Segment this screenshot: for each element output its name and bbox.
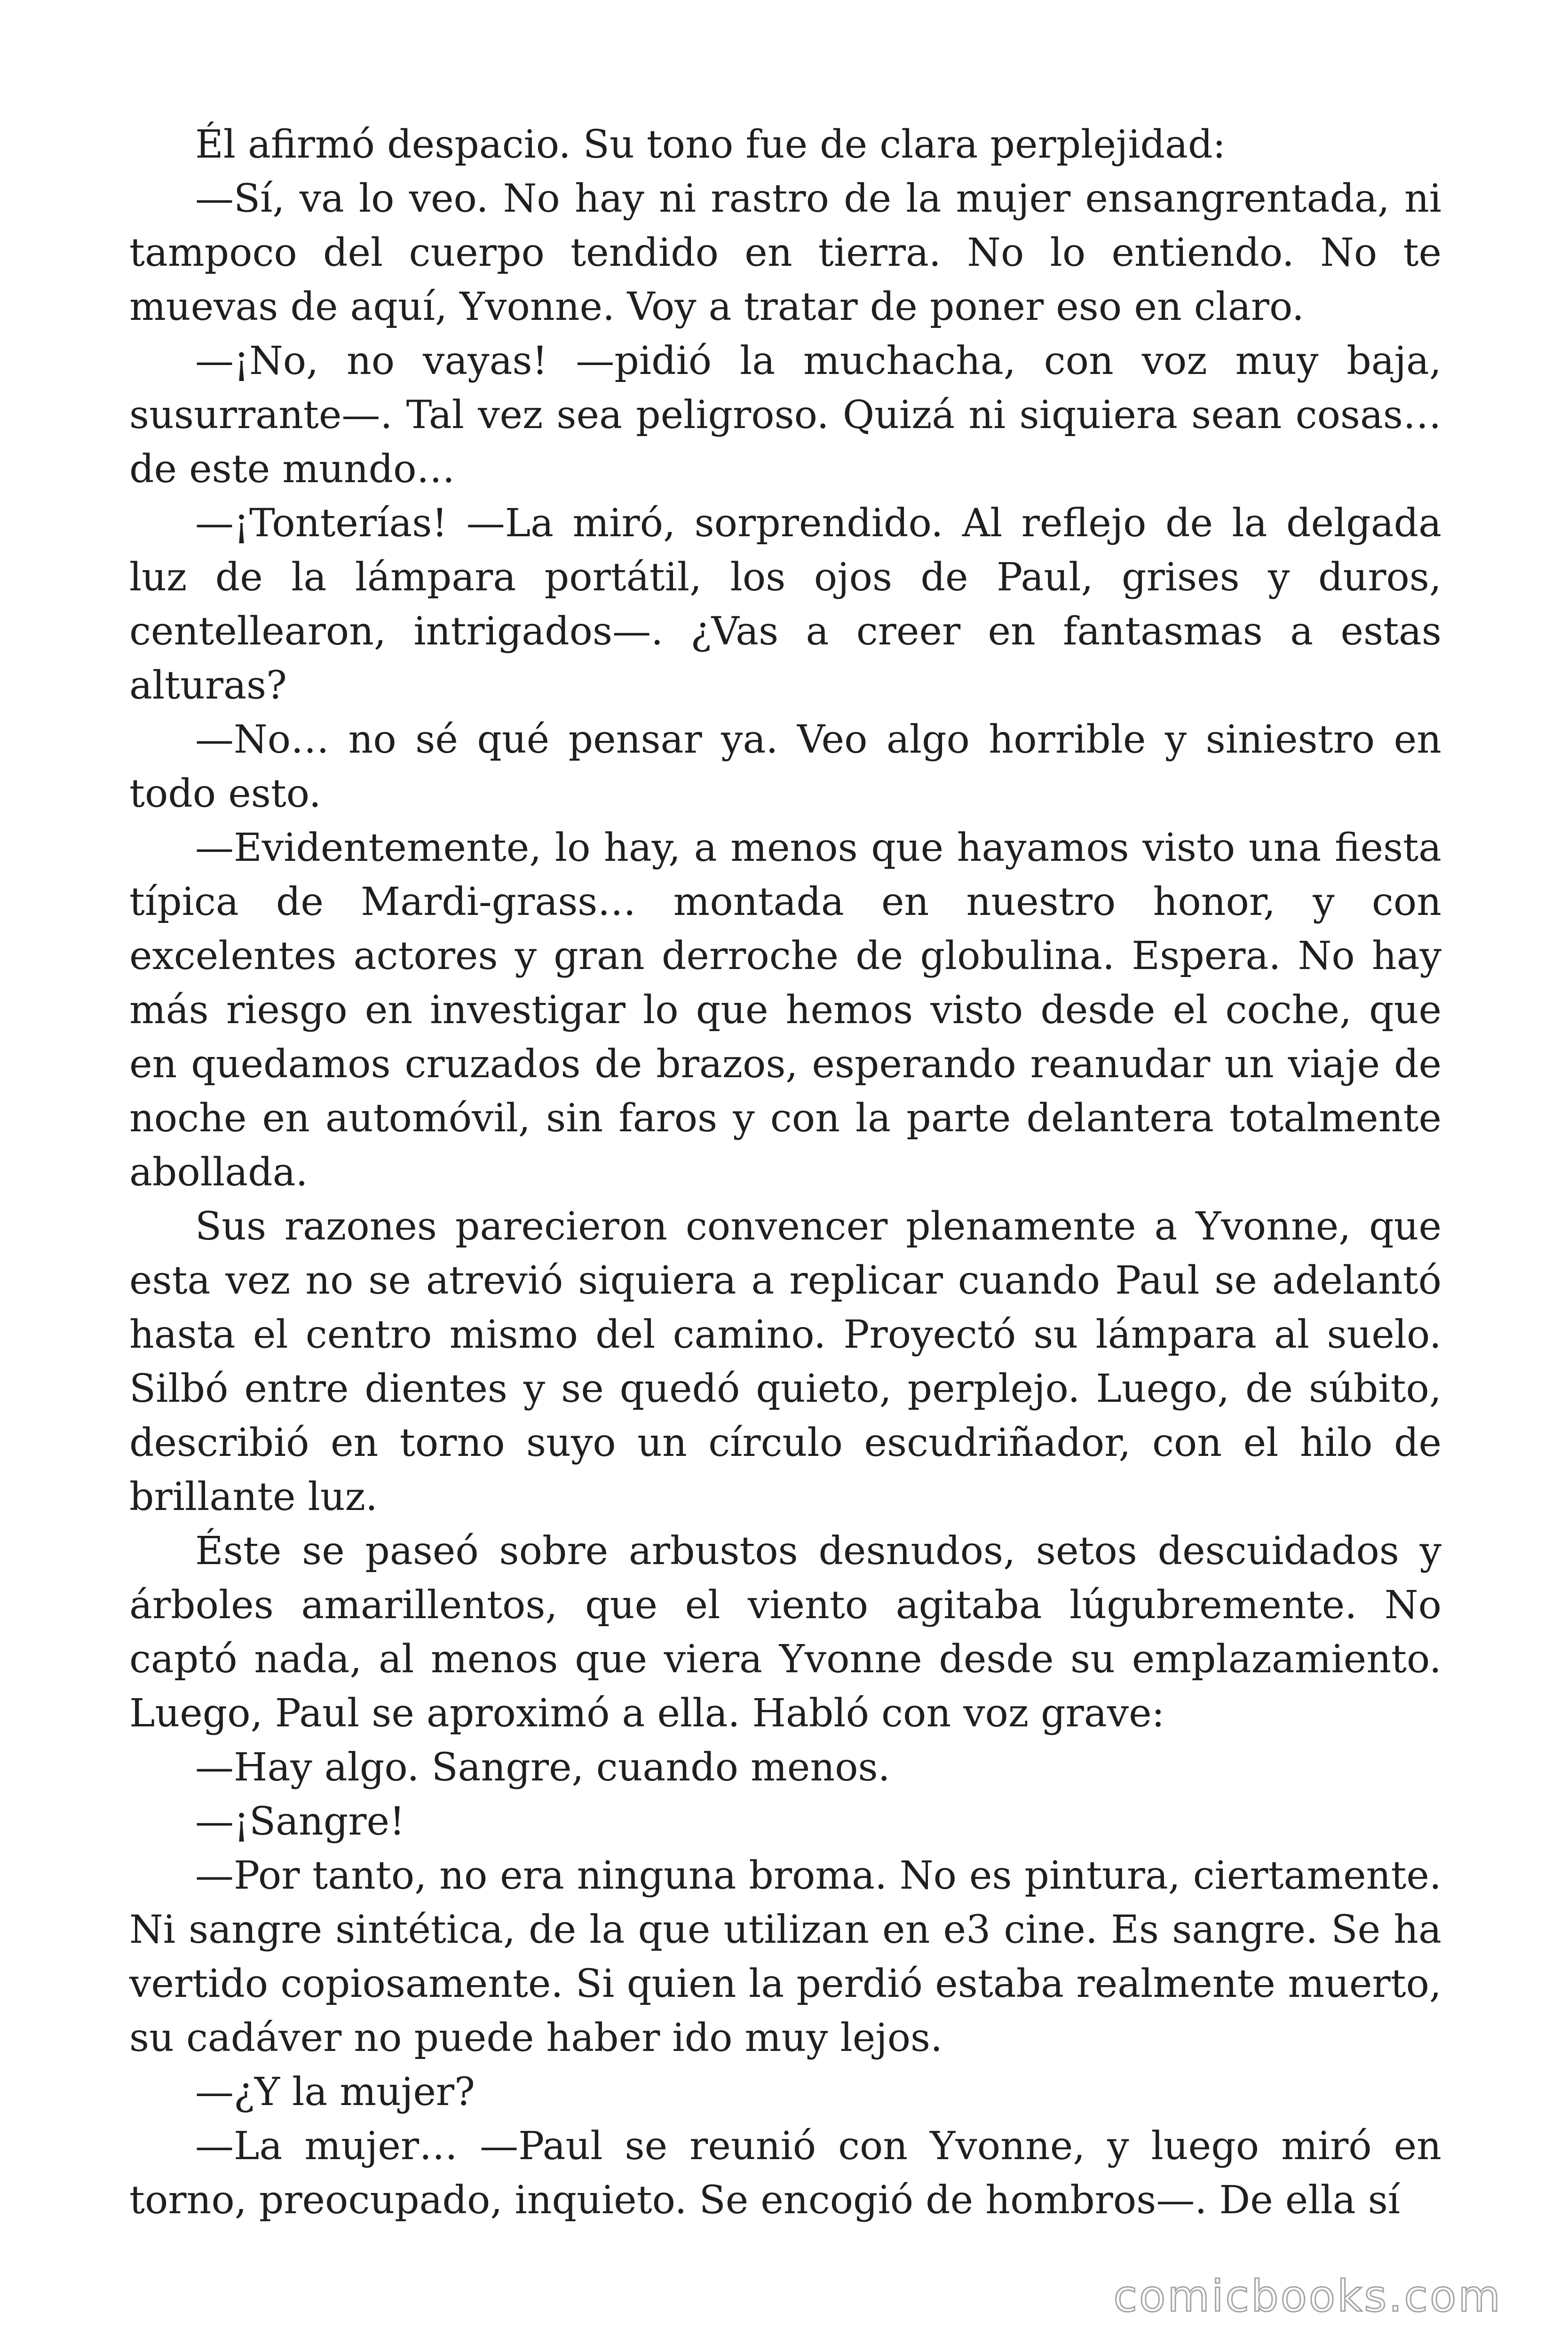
paragraph: Éste se paseó sobre arbustos desnudos, setos descuidados y árboles amarillentos, que el viento agitaba lúgubremente. No captó nada, al menos que viera Yvonne desde su emplazamiento. Luego, Paul se aproximó a ella. Habló con voz grave: <box>129 1529 1441 1736</box>
paragraph: —La mujer… —Paul se reunió con Yvonne, y luego miró en torno, preocupado, inquieto. Se encogió de hombros—. De ella sí <box>129 2124 1441 2223</box>
page-body <box>129 118 1441 2227</box>
paragraph: —¿Y la mujer? <box>195 2070 475 2114</box>
paragraph: Sus razones parecieron convencer plenamente a Yvonne, que esta vez no se atrevió siquiera a replicar cuando Paul se adelantó hasta el centro mismo del camino. Proyectó su lámpara al suelo. Silbó entre dientes y se quedó quieto, perplejo. Luego, de súbito, describió en torno suyo un círculo escudriñador, con el hilo de brillante luz. <box>129 1204 1441 1519</box>
paragraph: —Sí, va lo veo. No hay ni rastro de la mujer ensangrentada, ni tampoco del cuerpo tendido en tierra. No lo entiendo. No te muevas de aquí, Yvonne. Voy a tratar de poner eso en claro. <box>129 176 1441 329</box>
paragraph: Él afirmó despacio. Su tono fue de clara perplejidad: <box>195 122 1226 167</box>
paragraph: —Hay algo. Sangre, cuando menos. <box>195 1745 890 1790</box>
paragraph: —¡Tonterías! —La miró, sorprendido. Al reflejo de la delgada luz de la lámpara portátil, los ojos de Paul, grises y duros, centellearon, intrigados—. ¿Vas a creer en fantasmas a estas alturas? <box>129 501 1441 708</box>
paragraph: —Evidentemente, lo hay, a menos que hayamos visto una fiesta típica de Mardi-grass… montada en nuestro honor, y con excelentes actores y gran derroche de globulina. Espera. No hay más riesgo en investigar lo que hemos visto desde el coche, que en quedamos cruzados de brazos, esperando reanudar un viaje de noche en automóvil, sin faros y con la parte delantera totalmente abollada. <box>129 826 1441 1195</box>
paragraph: —Por tanto, no era ninguna broma. No es pintura, ciertamente. Ni sangre sintética, de la que utilizan en e3 cine. Es sangre. Se ha vertido copiosamente. Si quien la perdió estaba realmente muerto, su cadáver no puede haber ido muy lejos. <box>129 1853 1441 2060</box>
paragraph: —¡No, no vayas! —pidió la muchacha, con voz muy baja, susurrante—. Tal vez sea peligroso. Quizá ni siquiera sean cosas… de este mundo… <box>129 339 1441 492</box>
paragraph: —No… no sé qué pensar ya. Veo algo horrible y siniestro en todo esto. <box>129 717 1441 816</box>
paragraph: —¡Sangre! <box>195 1799 405 1844</box>
watermark: comicbooks.com <box>1113 2271 1502 2321</box>
